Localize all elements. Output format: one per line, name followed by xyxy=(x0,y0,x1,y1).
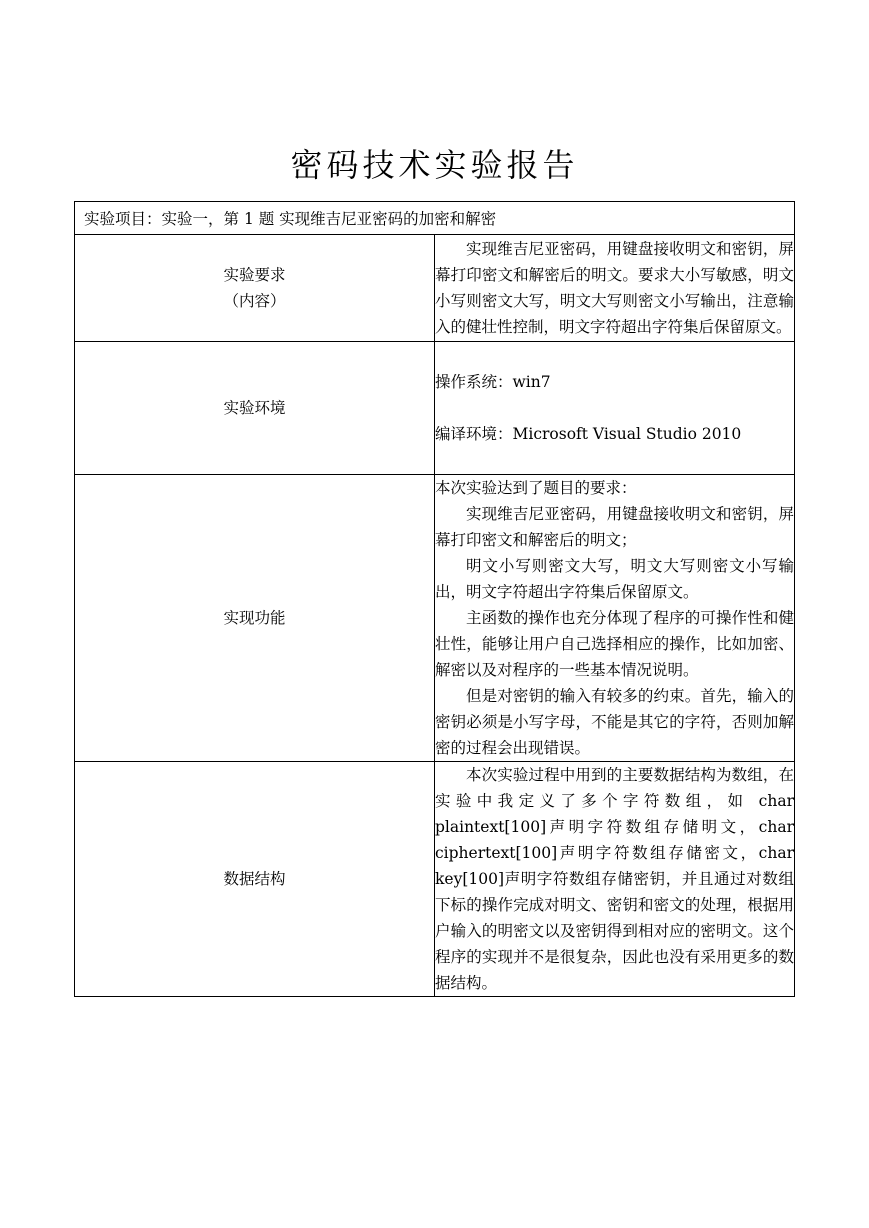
environment-content xyxy=(435,342,795,475)
page-title: 密码技术实验报告 xyxy=(290,146,579,184)
requirements-row xyxy=(75,235,795,342)
function-row xyxy=(75,475,795,762)
environment-os: 操作系统：win7 xyxy=(435,373,551,391)
function-paragraph: 明文小写则密文大写，明文大写则密文小写输出，明文字符超出字符集后保留原文。 xyxy=(435,557,794,601)
environment-label: 实验环境 xyxy=(75,342,435,475)
environment-compiler: 编译环境：Microsoft Visual Studio 2010 xyxy=(435,425,742,443)
data-structure-row xyxy=(75,762,795,997)
data-structure-label: 数据结构 xyxy=(75,762,435,997)
function-paragraph: 但是对密钥的输入有较多的约束。首先，输入的密钥必须是小写字母，不能是其它的字符，否则加解密的过程会出现错误。 xyxy=(435,687,794,757)
project-label: 实验项目： xyxy=(84,210,162,228)
project-cell xyxy=(75,202,795,235)
data-structure-text: 本次实验过程中用到的主要数据结构为数组，在实验中我定义了多个字符数组，如 char plaintext[100]声明字符数组存储明文，char ciphertext[100]声明字符数组存储密文，char key[100]声明字符数组存储密钥，并且通过对数组下标的操作完成对明文、密钥和密文的处理，根据用户输入的明密文以及密钥得到相对应的密明文。这个程序的实现并不是很复杂，因此也没有采用更多的数据结构。 xyxy=(435,766,794,992)
function-label: 实现功能 xyxy=(75,475,435,762)
environment-row xyxy=(75,342,795,475)
requirements-label xyxy=(75,235,435,342)
requirements-text: 实现维吉尼亚密码，用键盘接收明文和密钥，屏幕打印密文和解密后的明文。要求大小写敏感，明文小写则密文大写，明文大写则密文小写输出，注意输入的健壮性控制，明文字符超出字符集后保留原文。 xyxy=(435,240,794,336)
environment-spacer xyxy=(435,395,794,421)
function-paragraph-intro: 本次实验达到了题目的要求： xyxy=(435,479,637,497)
requirements-label-line1: 实验要求 xyxy=(223,266,286,284)
function-content xyxy=(435,475,795,762)
project-row xyxy=(75,202,795,235)
data-structure-content xyxy=(435,762,795,997)
requirements-content xyxy=(435,235,795,342)
project-value: 实验一，第 1 题 实现维吉尼亚密码的加密和解密 xyxy=(161,210,497,228)
report-table xyxy=(74,201,795,997)
function-paragraph: 实现维吉尼亚密码，用键盘接收明文和密钥，屏幕打印密文和解密后的明文； xyxy=(435,505,794,549)
function-paragraph: 主函数的操作也充分体现了程序的可操作性和健壮性，能够让用户自己选择相应的操作，比如加密、解密以及对程序的一些基本情况说明。 xyxy=(435,609,794,679)
requirements-label-line2: （内容） xyxy=(223,292,286,310)
